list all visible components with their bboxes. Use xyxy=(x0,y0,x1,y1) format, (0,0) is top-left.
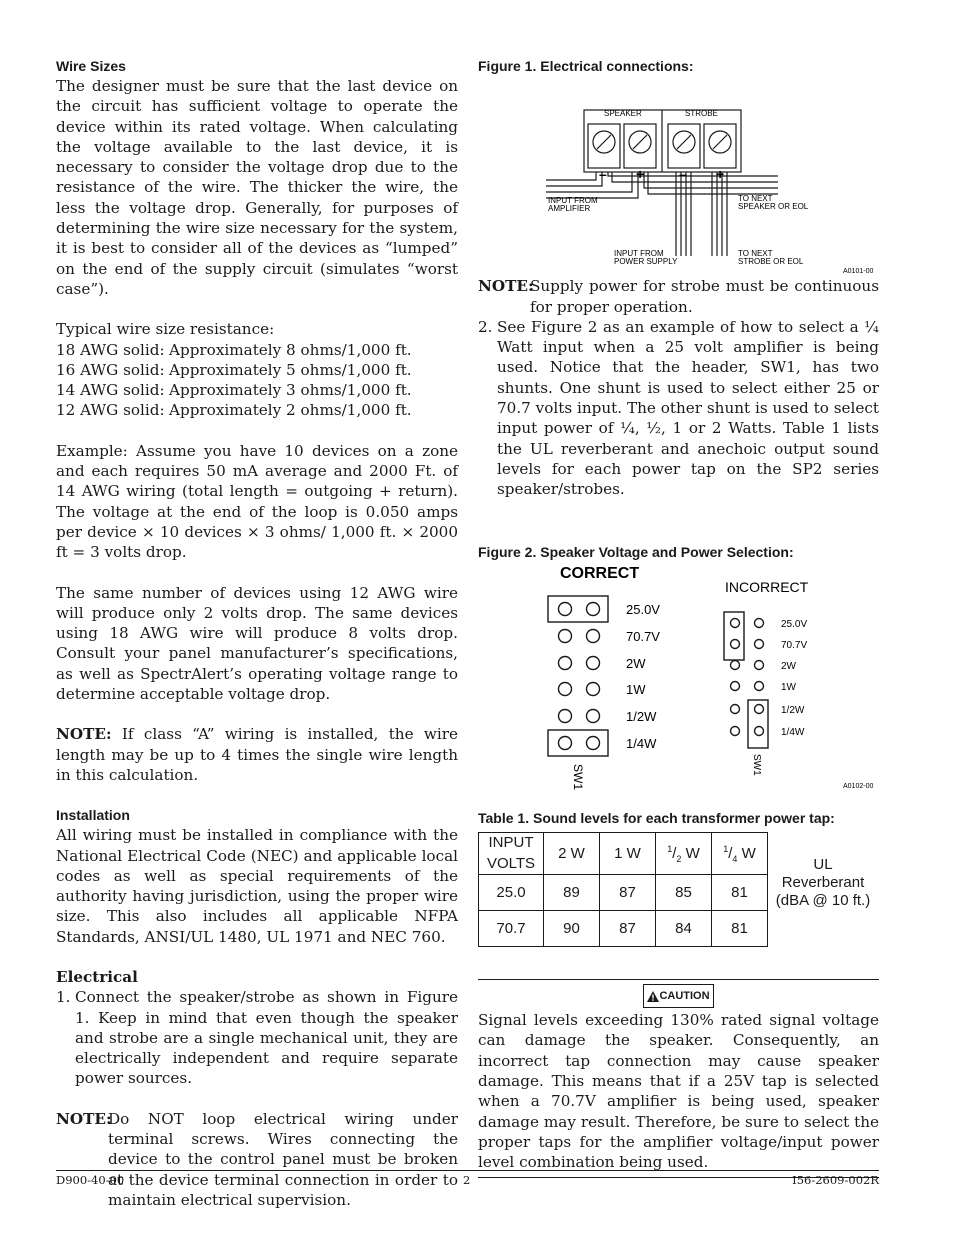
footer-part-number: I56-2609-002R xyxy=(792,1173,879,1187)
table-header-row xyxy=(479,833,768,875)
resistance-row: 12 AWG solid: Approximately 2 ohms/1,000 ft. xyxy=(56,401,412,420)
table-side-label: UL Reverberant (dBA @ 10 ft.) xyxy=(775,856,871,910)
step-1: 1. Connect the speaker/strobe as shown in Figure 1. Keep in mind that even though the speaker and strobe are a single mechanical unit, they are electrically independent and require separate power sources. xyxy=(56,988,458,1088)
left-column xyxy=(56,56,458,1210)
tap-label: 25.0V xyxy=(781,618,808,630)
strobe-power-note: NOTE: Supply power for strobe must be continuous for proper operation. xyxy=(478,277,879,316)
tap-label: 1/4W xyxy=(626,735,657,751)
figure-code: A0102-00 xyxy=(843,782,874,790)
tap-label: 1/4W xyxy=(781,726,805,738)
caution-badge: CAUTION xyxy=(643,984,713,1008)
sound-level-table xyxy=(478,832,768,947)
same-devices-paragraph: The same number of devices using 12 AWG wire will produce only 2 volts drop. The same devices using 18 AWG wire will produce 8 volts drop. Consult your panel manufacturer’s specifications, as well as SpectrAlert’s operating voltage range to determine acceptable voltage drop. xyxy=(56,583,458,704)
installation-paragraph: All wiring must be installed in compliance with the National Electrical Code (NEC) and applicable local codes as well as special requirements of the authority having jurisdiction, using the proper wire size. This also includes all applicable NFPA Standards, ANSI/UL 1480, UL 1971 and NEC 760. xyxy=(56,826,458,946)
tap-label: 70.7V xyxy=(781,639,808,651)
step-2: 2. See Figure 2 as an example of how to select a ¼ Watt input when a 25 volt amplifier is being used. Notice that the header, SW1, has two shunts. One shunt is used to select either 25 or 70.7 volts input. The other shunt is used to select input power of ¼, ½, 1 or 2 Watts. Table 1 lists the UL reverberant and anechoic output sound levels for each power tap on the SP2 series speaker/strobes. xyxy=(478,317,879,499)
header-2w: 2 W xyxy=(544,833,600,875)
resistance-row: 14 AWG solid: Approximately 3 ohms/1,000 ft. xyxy=(56,381,412,400)
electrical-heading: Electrical xyxy=(56,967,138,986)
polarity-minus: – xyxy=(599,166,607,183)
caution-paragraph: Signal levels exceeding 130% rated signal voltage can damage the speaker. Consequently, an incorrect tap connection may cause speaker damage. This means that if a 25V tap is selected when a 70.7V amplifier is being used, speaker damage may result. Therefore, be sure to select the proper taps for the amplifier voltage/input power level combination being used. xyxy=(478,1011,879,1172)
tap-label: 1/2W xyxy=(781,704,805,716)
typical-resistance-label: Typical wire size resistance: xyxy=(56,320,275,339)
sw1-label: SW1 xyxy=(571,763,585,790)
polarity-minus: – xyxy=(679,166,687,183)
figure-1-wiring-diagram xyxy=(478,76,879,276)
header-quarter-w: $^1/_4$ W xyxy=(712,833,768,875)
figure-2-caption: Figure 2. Speaker Voltage and Power Selection: xyxy=(478,543,794,560)
sw1-label: SW1 xyxy=(751,753,762,776)
header-1w: 1 W xyxy=(600,833,656,875)
figure-code: A0101-00 xyxy=(843,268,874,276)
tap-label: 1W xyxy=(626,681,646,697)
tap-label: 1W xyxy=(781,681,796,693)
warning-triangle-icon xyxy=(647,991,659,1002)
table-row: 70.7 90 87 84 81 xyxy=(479,911,768,947)
header-input-volts: INPUT VOLTS xyxy=(479,833,544,875)
installation-heading: Installation xyxy=(56,807,130,824)
input-amplifier-label: INPUT FROM xyxy=(548,196,598,206)
input-amplifier-label: AMPLIFIER xyxy=(548,204,591,214)
resistance-list xyxy=(56,340,458,421)
header-half-w: $^1/_2$ W xyxy=(656,833,712,875)
polarity-plus: + xyxy=(716,166,725,183)
wire-sizes-heading: Wire Sizes xyxy=(56,58,126,74)
input-power-supply-label: POWER SUPPLY xyxy=(614,257,678,267)
polarity-plus: + xyxy=(636,166,645,183)
table-row: 25.0 89 87 85 81 xyxy=(479,875,768,911)
incorrect-label: INCORRECT xyxy=(725,578,809,595)
tap-label: 70.7V xyxy=(626,628,660,644)
right-column xyxy=(478,56,879,1178)
next-strobe-label: TO NEXT xyxy=(738,249,773,259)
table-1-caption: Table 1. Sound levels for each transformer power tap: xyxy=(478,809,835,826)
resistance-row: 18 AWG solid: Approximately 8 ohms/1,000 ft. xyxy=(56,340,412,359)
speaker-label: SPEAKER xyxy=(604,109,642,119)
tap-label: 1/2W xyxy=(626,708,657,724)
next-strobe-label: STROBE OR EOL xyxy=(738,257,804,267)
next-speaker-label: TO NEXT xyxy=(738,194,773,204)
footer-doc-number: D900-40-00 xyxy=(56,1173,125,1187)
resistance-row: 16 AWG solid: Approximately 5 ohms/1,000 ft. xyxy=(56,360,412,379)
figure-1-caption: Figure 1. Electrical connections: xyxy=(478,58,694,74)
footer-page-number: 2 xyxy=(463,1173,471,1187)
tap-label: 25.0V xyxy=(626,601,660,617)
page-footer xyxy=(56,1170,879,1187)
tap-label: 2W xyxy=(626,655,646,671)
figure-2-jumper-diagram xyxy=(478,562,879,794)
example-paragraph: Example: Assume you have 10 devices on a zone and each requires 50 mA average and 2000 Ft. of 14 AWG wiring (total length = outgoing + return). The voltage at the end of the loop is 0.050 amps per device × 10 devices × 3 ohms/ 1,000 ft. × 2000 ft = 3 volts drop. xyxy=(56,441,458,562)
correct-label: CORRECT xyxy=(560,564,640,582)
shunt-incorrect-vertical xyxy=(748,700,768,748)
loop-wiring-note: NOTE: Do NOT loop electrical wiring under terminal screws. Wires connecting the device to the control panel must be broken at the device terminal connection in order to maintain electrical supervision. xyxy=(56,1109,458,1209)
strobe-label: STROBE xyxy=(685,109,718,119)
class-a-note: NOTE: If class “A” wiring is installed, the wire length may be up to 4 times the single wire length in this calculation. xyxy=(56,725,458,784)
input-power-supply-label: INPUT FROM xyxy=(614,249,664,259)
caution-badge-row xyxy=(478,980,879,1010)
next-speaker-label: SPEAKER OR EOL xyxy=(738,202,809,212)
sound-level-table-wrap xyxy=(478,832,879,947)
wire-sizes-paragraph: The designer must be sure that the last device on the circuit has sufficient voltage to operate the device within its rated voltage. When calculating the voltage available to the last device, it is necessary to consider the voltage drop due to the resistance of the wire. The thicker the wire, the less the voltage drop. Generally, for purposes of determining the wire size necessary for the system, it is best to consider all of the devices as “lumped” on the end of the supply circuit (simulates “worst case”). xyxy=(56,77,458,298)
tap-label: 2W xyxy=(781,660,796,672)
